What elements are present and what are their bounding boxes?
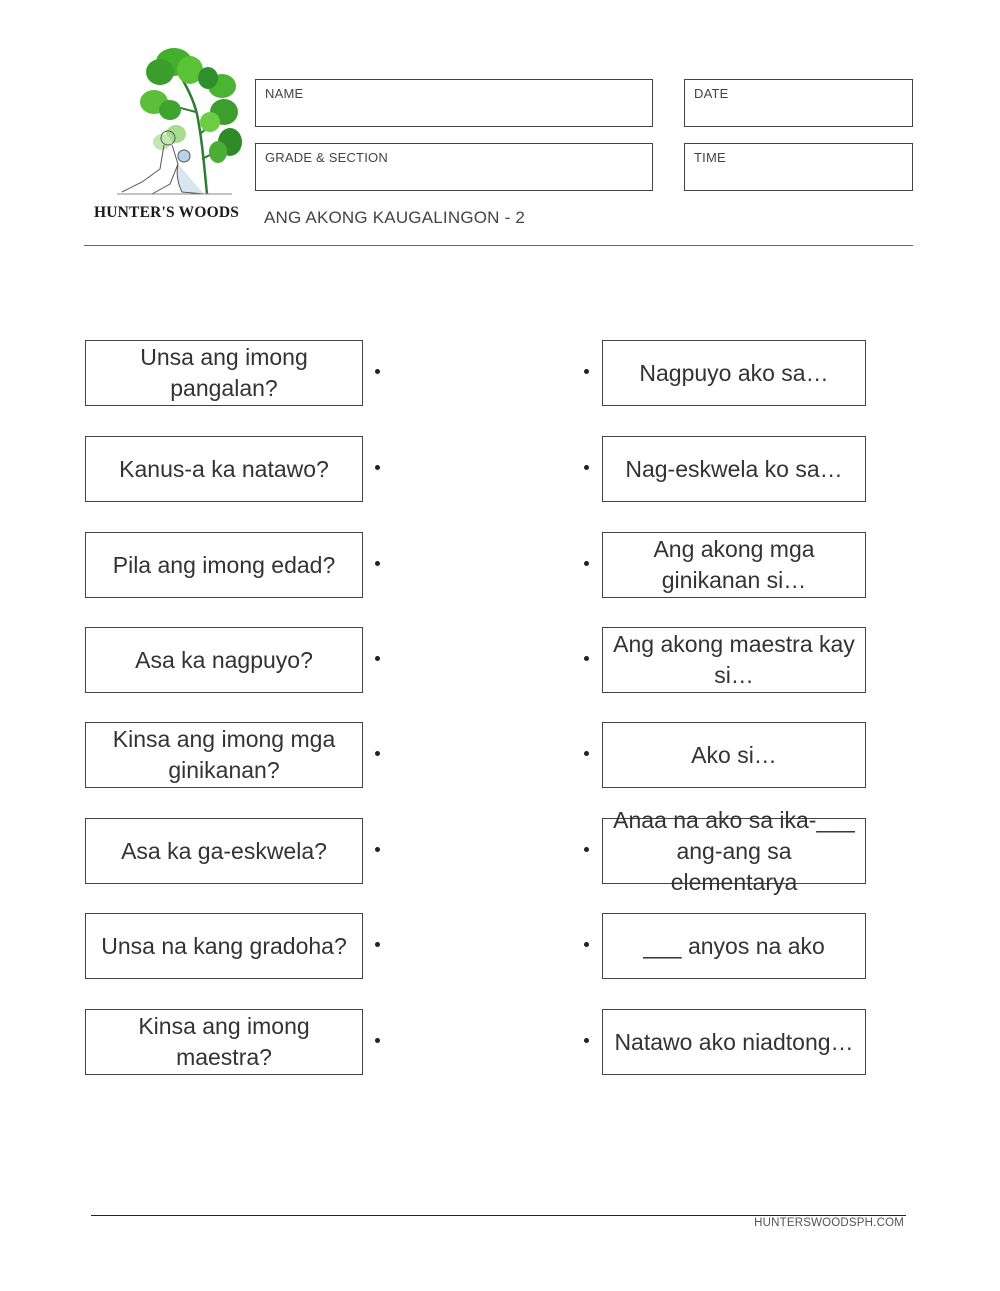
answer-dot[interactable]	[584, 942, 589, 947]
question-card[interactable]: Asa ka ga-eskwela?	[85, 818, 363, 884]
brand-name: HUNTER'S WOODS	[94, 204, 240, 221]
date-field[interactable]	[684, 79, 913, 127]
answer-dot[interactable]	[584, 465, 589, 470]
answer-card[interactable]: ___ anyos na ako	[602, 913, 866, 979]
answer-card[interactable]: Anaa na ako sa ika-___ ang-ang sa elementarya	[602, 818, 866, 884]
hunters-woods-logo	[92, 44, 254, 224]
answer-card[interactable]: Ako si…	[602, 722, 866, 788]
answer-dot[interactable]	[584, 656, 589, 661]
question-dot[interactable]	[375, 369, 380, 374]
question-dot[interactable]	[375, 561, 380, 566]
question-card[interactable]: Asa ka nagpuyo?	[85, 627, 363, 693]
answer-dot[interactable]	[584, 1038, 589, 1043]
question-card[interactable]: Kinsa ang imong maestra?	[85, 1009, 363, 1075]
worksheet-title: ANG AKONG KAUGALINGON - 2	[264, 208, 526, 227]
question-dot[interactable]	[375, 1038, 380, 1043]
answer-card[interactable]: Ang akong maestra kay si…	[602, 627, 866, 693]
answer-card[interactable]: Nagpuyo ako sa…	[602, 340, 866, 406]
grade-section-field[interactable]	[255, 143, 653, 191]
question-dot[interactable]	[375, 751, 380, 756]
grade-section-label: GRADE & SECTION	[265, 150, 388, 165]
time-field[interactable]	[684, 143, 913, 191]
name-label: NAME	[265, 86, 304, 101]
footer-url: HUNTERSWOODSPH.COM	[754, 1217, 904, 1229]
tree-illustration-icon	[112, 44, 252, 204]
answer-dot[interactable]	[584, 847, 589, 852]
question-card[interactable]: Kanus-a ka natawo?	[85, 436, 363, 502]
date-label: DATE	[694, 86, 729, 101]
question-card[interactable]: Unsa na kang gradoha?	[85, 913, 363, 979]
answer-dot[interactable]	[584, 561, 589, 566]
answer-card[interactable]: Ang akong mga ginikanan si…	[602, 532, 866, 598]
header-divider	[84, 245, 913, 246]
answer-dot[interactable]	[584, 369, 589, 374]
answer-card[interactable]: Natawo ako niadtong…	[602, 1009, 866, 1075]
question-card[interactable]: Pila ang imong edad?	[85, 532, 363, 598]
answer-card[interactable]: Nag-eskwela ko sa…	[602, 436, 866, 502]
answer-dot[interactable]	[584, 751, 589, 756]
footer-divider	[91, 1215, 906, 1216]
name-field[interactable]	[255, 79, 653, 127]
time-label: TIME	[694, 150, 726, 165]
question-dot[interactable]	[375, 465, 380, 470]
question-dot[interactable]	[375, 656, 380, 661]
question-dot[interactable]	[375, 847, 380, 852]
question-card[interactable]: Kinsa ang imong mga ginikanan?	[85, 722, 363, 788]
question-card[interactable]: Unsa ang imong pangalan?	[85, 340, 363, 406]
question-dot[interactable]	[375, 942, 380, 947]
